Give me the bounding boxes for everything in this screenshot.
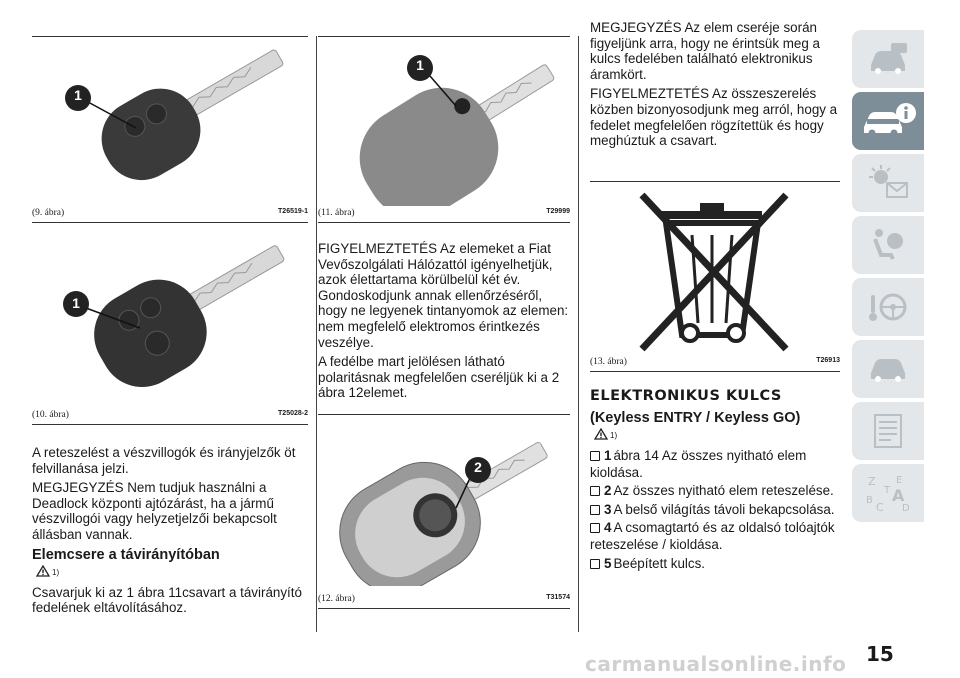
remote-key-image <box>32 232 308 402</box>
key-battery-image <box>318 416 570 586</box>
column-2-text <box>318 241 570 405</box>
key-button-item <box>590 483 840 500</box>
sidebar-tab-car-info[interactable] <box>852 92 924 150</box>
figure-bottom-rule <box>318 222 570 223</box>
callout-number: 1 <box>416 57 424 73</box>
callout-number: 2 <box>474 459 482 475</box>
chapter-sidebar <box>852 30 924 526</box>
sidebar-tab-index[interactable] <box>852 464 924 522</box>
column-divider <box>578 36 579 632</box>
column-divider <box>316 36 317 632</box>
figure-bottom-rule <box>318 608 570 609</box>
key-button-list <box>590 448 840 572</box>
warning-ref-number: 1) <box>52 567 60 577</box>
checkbox-icon <box>590 451 600 461</box>
figure-caption <box>32 208 308 218</box>
paragraph: Csavarjuk ki az 1 ábra 11csavart a távirányító fedelének eltávolításához. <box>32 584 302 616</box>
figure-12 <box>318 414 570 614</box>
checkbox-icon <box>590 505 600 515</box>
figure-bottom-rule <box>590 371 840 372</box>
figure-top-rule <box>318 414 570 415</box>
figure-caption <box>32 410 308 420</box>
figure-9 <box>32 36 308 228</box>
sidebar-tab-dashboard[interactable] <box>852 30 924 88</box>
column-3-text-top <box>590 20 840 153</box>
item-text: Az összes nyitható elem reteszelése. <box>613 483 834 499</box>
index-letter: D <box>902 503 910 514</box>
checkbox-icon <box>590 559 600 569</box>
index-letters-icon <box>862 471 914 515</box>
caption-code: T26519-1 <box>278 208 308 215</box>
caption-label: (12. ábra) <box>318 594 355 604</box>
item-text: A belső világítás távoli bekapcsolása. <box>613 501 835 517</box>
key-button-item <box>590 520 840 553</box>
caption-label: (9. ábra) <box>32 208 65 218</box>
item-number: 1 <box>604 448 612 463</box>
index-letter: T <box>884 485 891 496</box>
figure-10 <box>32 230 308 430</box>
figure-11 <box>318 36 570 228</box>
car-dashboard-icon <box>865 41 911 77</box>
paragraph-warning: FIGYELMEZTETÉS Az összeszerelés közben bizonyosodjunk meg arról, hogy a fedelet megfelelően rögzítettük és hogy meghúztuk a csavart. <box>590 86 838 149</box>
callout-number: 1 <box>72 295 80 311</box>
caption-code: T25028-2 <box>278 410 308 417</box>
figure-top-rule <box>32 36 308 37</box>
figure-13 <box>590 181 840 377</box>
index-letter: E <box>896 475 903 486</box>
warning-ref-number: 1) <box>610 431 618 440</box>
paragraph-note: MEGJEGYZÉS Az elem cseréje során figyeljünk arra, hogy ne érintsük meg a kulcs fedelében található elektronikus áramkört. <box>590 20 820 82</box>
sidebar-tab-driving[interactable] <box>852 278 924 336</box>
sidebar-tab-safety[interactable] <box>852 216 924 274</box>
caption-label: (10. ábra) <box>32 410 69 420</box>
column-3-text-bottom <box>590 376 840 574</box>
caption-code: T26913 <box>816 357 840 364</box>
car-emergency-icon <box>865 351 911 387</box>
remote-key-image <box>32 38 308 206</box>
section-subheading: (Keyless ENTRY / Keyless GO) <box>590 410 801 426</box>
caption-code: T31574 <box>546 594 570 601</box>
warning-reference <box>36 565 308 577</box>
key-button-item <box>590 502 840 519</box>
index-letter: C <box>876 501 884 514</box>
airbag-seat-icon <box>865 225 911 265</box>
figure-caption <box>590 357 840 367</box>
section-heading: Elemcsere a távirányítóban <box>32 546 220 563</box>
paragraph: A fedélbe mart jelölésen látható polaritásnak megfelelően cseréljük ki a 2 ábra 12elemet. <box>318 354 560 401</box>
item-text: A csomagtartó és az oldalsó tolóajtók reteszelése / kioldása. <box>590 520 835 552</box>
watermark: carmanualsonline.info <box>585 652 847 676</box>
sidebar-tab-lights[interactable] <box>852 154 924 212</box>
car-info-icon <box>858 101 918 141</box>
item-text: ábra 14 Az összes nyitható elem kioldása. <box>590 448 807 480</box>
caption-code: T29999 <box>546 208 570 215</box>
index-letter: A <box>892 486 905 505</box>
figure-caption <box>318 208 570 218</box>
item-text: Beépített kulcs. <box>613 555 706 571</box>
key-button-item <box>590 448 840 481</box>
paragraph: A reteszelést a vészvillogók és irányjelzők öt felvillanása jelzi. <box>32 445 296 476</box>
remote-key-open-image <box>318 38 570 206</box>
item-number: 4 <box>604 520 612 536</box>
warning-triangle-icon <box>36 565 50 577</box>
callout-number: 1 <box>74 87 82 103</box>
figure-bottom-rule <box>32 222 308 223</box>
caption-label: (11. ábra) <box>318 208 355 218</box>
checkbox-icon <box>590 523 600 533</box>
index-letter: B <box>866 495 873 506</box>
figure-bottom-rule <box>32 424 308 425</box>
figure-top-rule <box>590 181 840 182</box>
steering-wheel-key-icon <box>865 287 911 327</box>
figure-top-rule <box>318 36 570 37</box>
warning-triangle-icon <box>594 428 608 440</box>
item-number: 3 <box>604 501 612 517</box>
item-number: 5 <box>604 555 612 571</box>
crossed-bin-icon <box>590 183 840 355</box>
section-title: ELEKTRONIKUS KULCS <box>590 388 782 404</box>
lights-message-icon <box>865 163 911 203</box>
sidebar-tab-maintenance[interactable] <box>852 402 924 460</box>
caption-label: (13. ábra) <box>590 357 627 367</box>
checkbox-icon <box>590 486 600 496</box>
sidebar-tab-emergency[interactable] <box>852 340 924 398</box>
index-letter: Z <box>868 475 876 488</box>
paragraph-note: MEGJEGYZÉS Nem tudjuk használni a Deadlock központi ajtózárást, ha a jármű vészvillogói vagy helyzetjelzői bekapcsolt állásban vannak. <box>32 480 277 542</box>
maintenance-list-icon <box>865 411 911 451</box>
page-number: 15 <box>866 642 894 666</box>
figure-caption <box>318 594 570 604</box>
warning-reference <box>594 428 840 440</box>
key-button-item <box>590 556 840 573</box>
column-1-text <box>32 445 308 620</box>
paragraph-warning: FIGYELMEZTETÉS Az elemeket a Fiat Vevőszolgálati Hálózattól igényelhetjük, azok élettartama körülbelül két év. Gondoskodjunk annak ellenőrzéséről, hogy ne legyenek tintanyomok az elemen: nem megfelelő elektromos érintkezés veszélye. <box>318 241 569 350</box>
item-number: 2 <box>604 483 612 499</box>
